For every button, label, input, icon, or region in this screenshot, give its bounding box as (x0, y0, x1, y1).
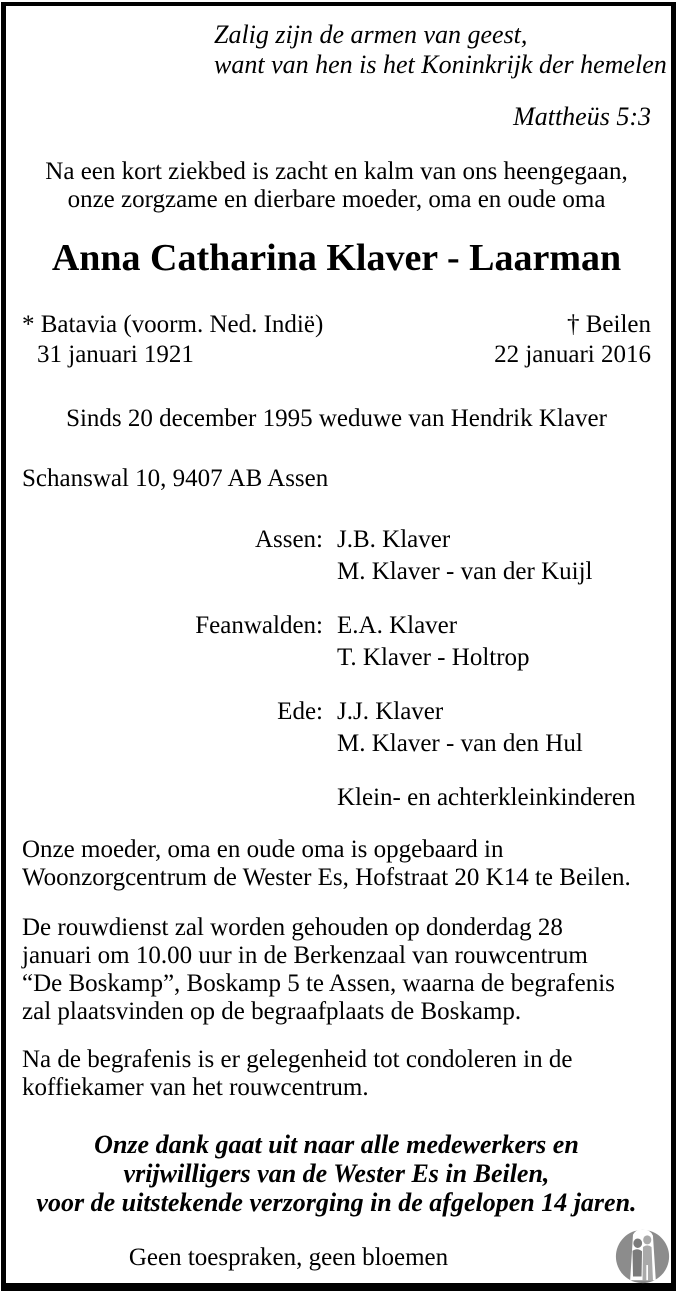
death-place: Beilen (585, 311, 651, 338)
family-names (337, 524, 592, 588)
family-member: J.B. Klaver (337, 526, 451, 553)
birth-symbol: * (22, 311, 35, 338)
family-names (337, 696, 583, 760)
intro-line: Na een kort ziekbed is zacht en kalm van ons heengegaan, (45, 158, 628, 185)
paragraph-line: Na de begrafenis is er gelegenheid tot condoleren in de (22, 1046, 573, 1073)
paragraph-service (22, 914, 651, 1026)
thanks-line: Onze dank gaat uit naar alle medewerkers en (94, 1130, 579, 1159)
family-names (337, 610, 530, 674)
obituary-content (22, 6, 667, 1273)
family-member: T. Klaver - Holtrop (337, 644, 530, 671)
family-member: M. Klaver - van den Hul (337, 730, 583, 757)
bible-verse (214, 20, 667, 80)
family-member: Klein- en achterkleinkinderen (337, 784, 636, 811)
family-group (22, 782, 651, 814)
family-city: Assen: (254, 526, 323, 553)
address: Schanswal 10, 9407 AB Assen (22, 465, 329, 492)
birth-date: 31 januari 1921 (37, 341, 194, 368)
paragraph-line: zal plaatsvinden op de begraafplaats de Boskamp. (22, 998, 522, 1025)
family-member: J.J. Klaver (337, 698, 444, 725)
mensenlinq-logo-icon (614, 1227, 671, 1286)
paragraph-line: “De Boskamp”, Boskamp 5 te Assen, waarna de begrafenis (22, 970, 615, 997)
family-member: E.A. Klaver (337, 612, 458, 639)
paragraph-line: Onze moeder, oma en oude oma is opgebaard in (22, 836, 504, 863)
family-list (22, 524, 651, 814)
paragraph-line: januari om 10.00 uur in de Berkenzaal van rouwcentrum (22, 942, 588, 969)
intro-text (22, 158, 651, 214)
birth-place: Batavia (voorm. Ned. Indië) (40, 311, 324, 338)
paragraph-line: koffiekamer van het rouwcentrum. (22, 1074, 369, 1101)
death-info (494, 310, 651, 370)
thanks-note (22, 1130, 651, 1217)
paragraph-line: De rouwdienst zal worden gehouden op donderdag 28 (22, 914, 563, 941)
death-place-line (494, 310, 651, 340)
family-city: Ede: (277, 698, 323, 725)
birth-info (22, 310, 323, 370)
intro-line: onze zorgzame en dierbare moeder, oma en oude oma (67, 186, 606, 213)
family-group (22, 610, 651, 674)
paragraph-line: Woonzorgcentrum de Wester Es, Hofstraat 20 K14 te Beilen. (22, 864, 631, 891)
bible-verse-line: Zalig zijn de armen van geest, (214, 20, 528, 49)
family-names (337, 782, 635, 814)
family-city: Feanwalden: (195, 612, 323, 639)
birth-death-section (22, 310, 651, 370)
birth-place-line (22, 310, 323, 340)
death-symbol: † (566, 311, 580, 338)
family-group (22, 524, 651, 588)
closing-note: Geen toespraken, geen bloemen (128, 1244, 449, 1271)
family-member: M. Klaver - van der Kuijl (337, 558, 593, 585)
verse-source: Mattheüs 5:3 (513, 102, 651, 131)
family-city (22, 782, 323, 814)
paragraph-condolence (22, 1046, 651, 1102)
widow-note: Sinds 20 december 1995 weduwe van Hendrik Klaver (66, 405, 607, 432)
thanks-line: voor de uitstekende verzorging in de afgelopen 14 jaren. (36, 1188, 637, 1217)
death-date: 22 januari 2016 (494, 341, 651, 368)
family-group (22, 696, 651, 760)
paragraph-laying-out (22, 836, 651, 892)
thanks-line: vrijwilligers van de Wester Es in Beilen, (123, 1159, 550, 1188)
deceased-name: Anna Catharina Klaver - Laarman (51, 237, 622, 279)
bible-verse-line: want van hen is het Koninkrijk der hemelen (214, 50, 667, 79)
